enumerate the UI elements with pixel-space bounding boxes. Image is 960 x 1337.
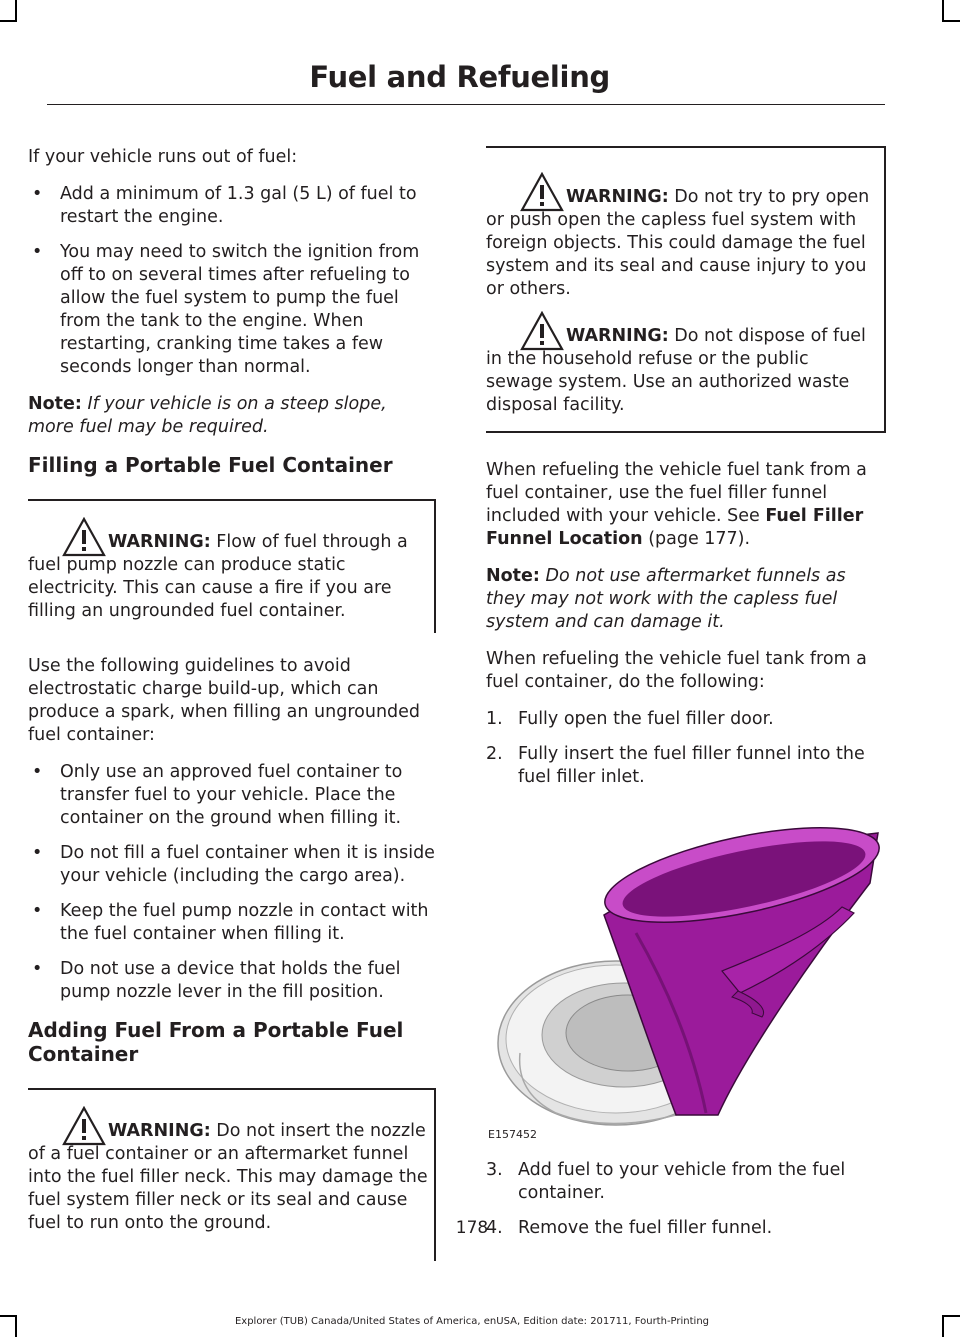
warning-box <box>486 146 886 433</box>
crop-mark <box>15 0 17 22</box>
crop-mark <box>0 20 17 22</box>
warning-box <box>28 499 436 633</box>
warning-text: WARNING: Do not try to pry open or push open the capless fuel system with foreign objects. This could damage the fuel system and its seal and cause injury to you or others. <box>486 186 878 301</box>
warning-icon <box>62 1106 106 1146</box>
list-item: 2. Fully insert the fuel filler funnel into the fuel filler inlet. <box>486 744 865 787</box>
warning-icon <box>62 517 106 557</box>
list-item: 4. Remove the fuel filler funnel. <box>486 1218 773 1238</box>
left-column <box>28 146 436 1283</box>
list-item: 1. Fully open the fuel filler door. <box>486 709 774 729</box>
cross-reference-link[interactable]: Fuel Filler Funnel Location <box>486 506 864 549</box>
body-text: When refueling the vehicle fuel tank from a fuel container, do the following: <box>486 649 867 692</box>
intro-text: If your vehicle runs out of fuel: <box>28 147 298 167</box>
crop-mark <box>942 20 960 22</box>
crop-mark <box>942 0 944 22</box>
bullet-list <box>28 761 436 1004</box>
note: Note: Do not use aftermarket funnels as they may not work with the capless fuel system and can damage it. <box>486 566 846 632</box>
bullet-mark: • <box>32 762 43 782</box>
figure-code: E157452 <box>488 1128 537 1141</box>
bullet-list <box>28 183 436 379</box>
funnel-image <box>486 803 886 1143</box>
warning-text: WARNING: Flow of fuel through a fuel pump nozzle can produce static electricity. This can cause a fire if you are filling an ungrounded fuel container. <box>28 531 428 623</box>
section-heading: Adding Fuel From a Portable Fuel Container <box>28 1018 404 1066</box>
bullet-mark: • <box>32 901 43 921</box>
note: Note: If your vehicle is on a steep slope, more fuel may be required. <box>28 394 387 437</box>
step-list <box>486 708 886 789</box>
bullet-mark: • <box>32 242 43 262</box>
body-text: When refueling the vehicle fuel tank from a fuel container, use the fuel filler funnel included with your vehicle. See Fuel Filler Funnel Location (page 177). <box>486 460 867 549</box>
right-column <box>486 146 886 1254</box>
page-title: Fuel and Refueling <box>309 60 610 94</box>
list-item: • Add a minimum of 1.3 gal (5 L) of fuel to restart the engine. <box>32 184 417 227</box>
funnel-illustration <box>486 803 886 1143</box>
list-item: • Do not fill a fuel container when it is inside your vehicle (including the cargo area). <box>32 843 435 886</box>
crop-mark <box>942 1315 960 1317</box>
list-item: • Keep the fuel pump nozzle in contact with the fuel container when filling it. <box>32 901 429 944</box>
header-rule <box>47 104 885 105</box>
footer-text: Explorer (TUB) Canada/United States of America, enUSA, Edition date: 201711, Fourth-Printing <box>234 1316 710 1327</box>
page-number: 178 <box>455 1218 489 1238</box>
section-heading: Filling a Portable Fuel Container <box>28 453 393 477</box>
warning-icon <box>520 172 564 212</box>
list-item: • Do not use a device that holds the fuel pump nozzle lever in the fill position. <box>32 959 401 1002</box>
list-item: 3. Add fuel to your vehicle from the fuel container. <box>486 1160 846 1203</box>
warning-text: WARNING: Do not dispose of fuel in the household refuse or the public sewage system. Use an authorized waste disposal facility. <box>486 325 878 417</box>
body-text: Use the following guidelines to avoid electrostatic charge build-up, which can produce a spark, when filling an ungrounded fuel container: <box>28 656 421 745</box>
list-item: • Only use an approved fuel container to transfer fuel to your vehicle. Place the container on the ground when filling it. <box>32 762 403 828</box>
bullet-mark: • <box>32 184 43 204</box>
bullet-mark: • <box>32 843 43 863</box>
bullet-mark: • <box>32 959 43 979</box>
warning-text: WARNING: Do not insert the nozzle of a fuel container or an aftermarket funnel into the fuel filler neck. This may damage the fuel system filler neck or its seal and cause fuel to run onto the ground. <box>28 1120 428 1235</box>
list-item: • You may need to switch the ignition from off to on several times after refueling to allow the fuel system to pump the fuel from the tank to the engine. When restarting, cranking time takes a few seconds longer than normal. <box>32 242 420 377</box>
warning-icon <box>520 311 564 351</box>
